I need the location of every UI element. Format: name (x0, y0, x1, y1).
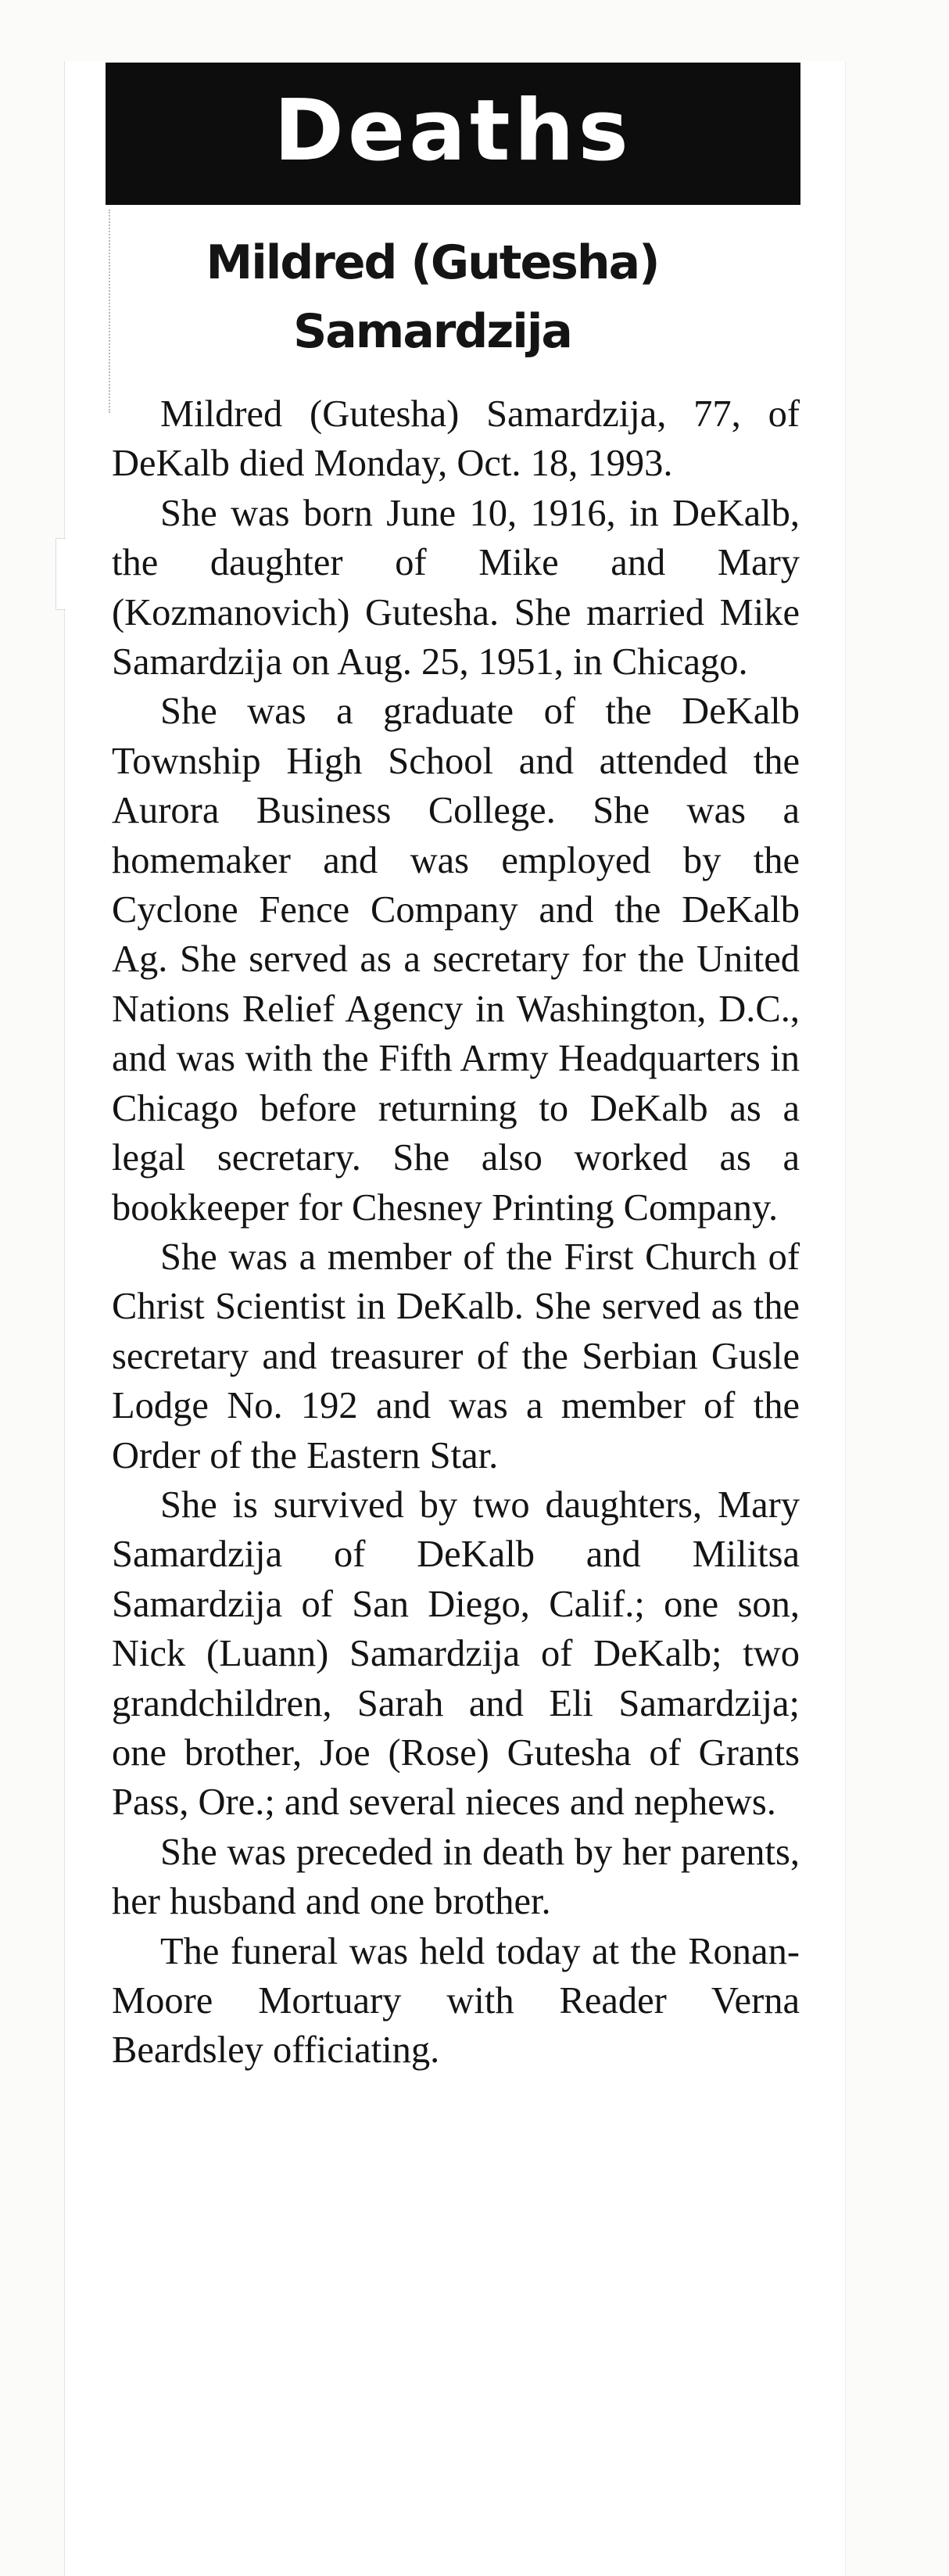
newspaper-clipping (64, 61, 845, 2576)
paragraph-preceded: She was preceded in death by her parents, her husband and one brother. (112, 1831, 800, 1923)
section-title: Deaths (274, 82, 632, 180)
paragraph-survivors: She is survived by two daughters, Mary Samardzija of DeKalb and Militsa Samardzija of San Diego, Calif.; one son, Nick (Luann) Samardzija of DeKalb; two grandchildren, Sarah and Eli Samardzija; one brother, Joe (Rose) Gutesha of Grants Pass, Ore.; and several nieces and nephews. (112, 1484, 800, 1824)
paragraph-memberships: She was a member of the First Church of Christ Scientist in DeKalb. She served as the secretary and treasurer of the Serbian Gusle Lodge No. 192 and was a member of the Order of the Eastern Star. (112, 1236, 800, 1476)
paragraph-birth-marriage: She was born June 10, 1916, in DeKalb, the daughter of Mike and Mary (Kozmanovich) Gutesha. She married Mike Samardzija on Aug. 25, 1951, in Chicago. (112, 492, 800, 683)
paragraph-funeral: The funeral was held today at the Ronan-Moore Mortuary with Reader Verna Beardsley officiating. (112, 1930, 800, 2072)
obituary-headline (112, 228, 753, 366)
section-banner (106, 63, 800, 205)
headline-line-1: Mildred (Gutesha) (206, 235, 659, 290)
paragraph-education-career: She was a graduate of the DeKalb Township High School and attended the Aurora Business College. She was a homemaker and was employed by the Cyclone Fence Company and the DeKalb Ag. She served as a secretary for the United Nations Relief Agency in Washington, D.C., and was with the Fifth Army Headquarters in Chicago before returning to DeKalb as a legal secretary. She also worked as a bookkeeper for Chesney Printing Company. (112, 691, 800, 1229)
paragraph-death-notice: Mildred (Gutesha) Samardzija, 77, of DeKalb died Monday, Oct. 18, 1993. (112, 393, 800, 485)
obituary-body (112, 389, 800, 2076)
headline-line-2: Samardzija (293, 304, 571, 359)
clipping-edge-tab (56, 538, 66, 610)
